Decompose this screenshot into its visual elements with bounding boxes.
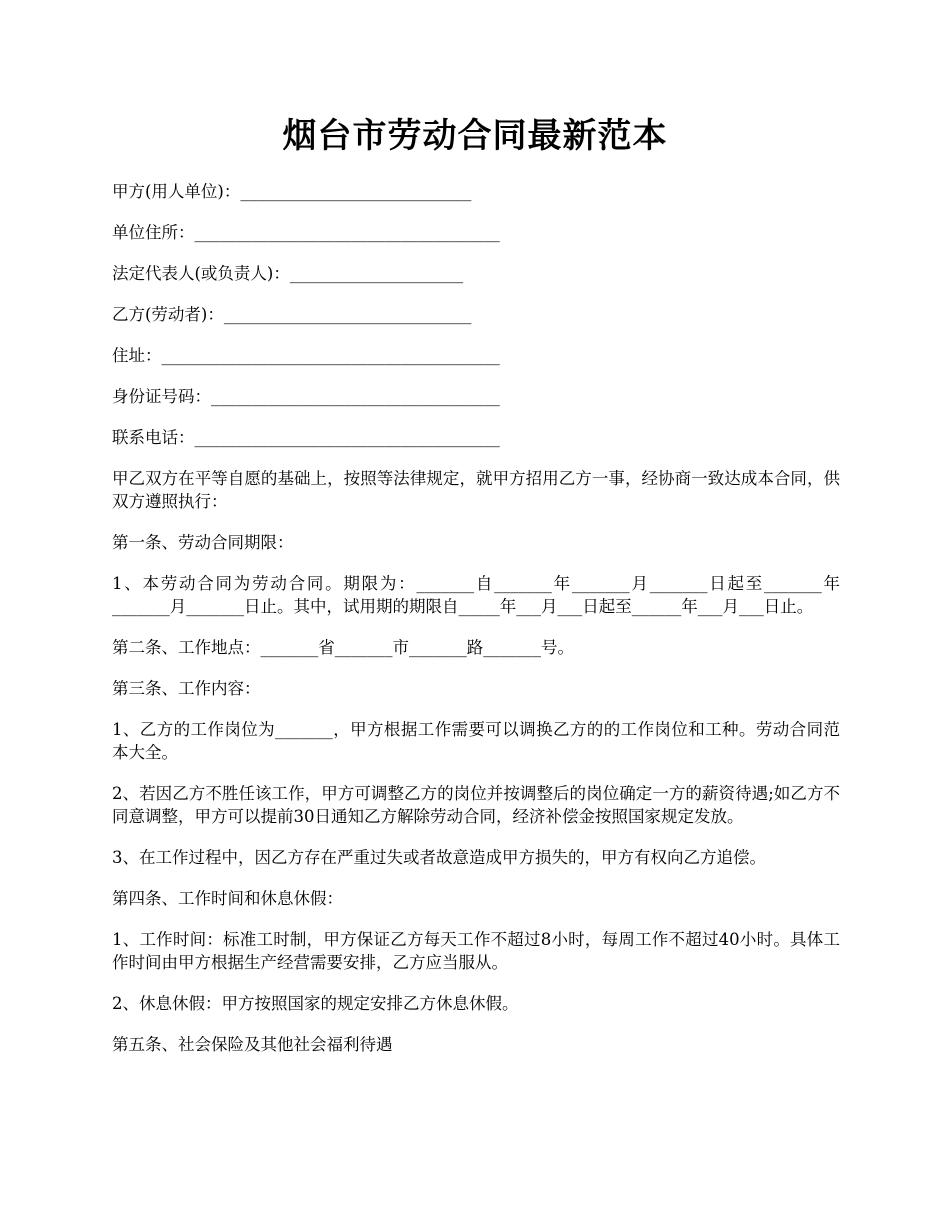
- field-party-b: 乙方(劳动者)：______________________________: [112, 305, 472, 324]
- field-address: 住址：_________________________________________: [112, 346, 500, 365]
- article-3-heading: 第三条、工作内容：: [112, 679, 261, 698]
- document-title: 烟台市劳动合同最新范本: [282, 116, 668, 156]
- article-5-heading: 第五条、社会保险及其他社会福利待遇: [112, 1035, 393, 1054]
- field-party-a: 甲方(用人单位)：____________________________: [112, 182, 472, 201]
- article-3-clause-1: 1、乙方的工作岗位为_______，甲方根据工作需要可以调换乙方的的工作岗位和工种。劳动合同范本大全。: [112, 720, 840, 762]
- article-2-heading: 第二条、工作地点：_______省_______市_______路_______号。: [112, 638, 574, 657]
- field-legal-representative: 法定代表人(或负责人)：_____________________: [112, 264, 464, 283]
- field-phone: 联系电话：_____________________________________: [112, 428, 500, 447]
- article-1-heading: 第一条、劳动合同期限：: [112, 533, 294, 552]
- article-1-clause-1: 1、本劳动合同为劳动合同。期限为：_______自_______年_______月_______日起至_______年_______月_______日止。其中，试用期的期限自_____年___月___日起至______年___月___日止。: [112, 574, 840, 616]
- article-3-clause-3: 3、在工作过程中，因乙方存在严重过失或者故意造成甲方损失的，甲方有权向乙方追偿。: [112, 848, 766, 867]
- document-body: [112, 180, 840, 1074]
- field-id-number: 身份证号码：___________________________________: [112, 387, 500, 406]
- article-4-heading: 第四条、工作时间和休息休假：: [112, 889, 343, 908]
- field-company-address: 单位住所：_____________________________________: [112, 223, 500, 242]
- article-3-clause-2: 2、若因乙方不胜任该工作，甲方可调整乙方的岗位并按调整后的岗位确定一方的薪资待遇;如乙方不同意调整，甲方可以提前30日通知乙方解除劳动合同，经济补偿金按照国家规定发放。: [112, 784, 840, 826]
- article-4-clause-2: 2、休息休假：甲方按照国家的规定安排乙方休息休假。: [112, 994, 519, 1013]
- article-4-clause-1: 1、工作时间：标准工时制，甲方保证乙方每天工作不超过8小时，每周工作不超过40小时。具体工作时间由甲方根据生产经营需要安排，乙方应当服从。: [112, 930, 840, 972]
- intro-paragraph: 甲乙双方在平等自愿的基础上，按照等法律规定，就甲方招用乙方一事，经协商一致达成本合同，供双方遵照执行：: [112, 469, 840, 511]
